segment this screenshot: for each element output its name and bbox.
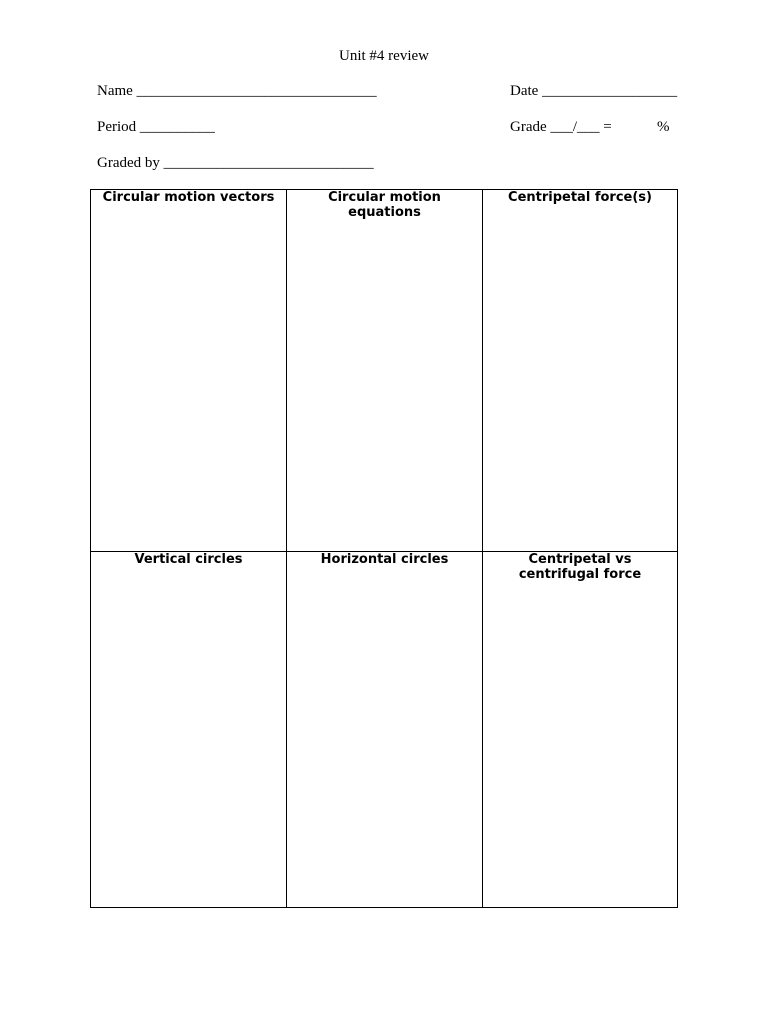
- table-cell-centripetal-forces[interactable]: [483, 190, 677, 552]
- table-cell-circular-motion-vectors[interactable]: [91, 190, 287, 552]
- cell-heading: Centripetal force(s): [508, 190, 652, 205]
- cell-heading: Circular motion vectors: [102, 190, 275, 205]
- table-cell-horizontal-circles[interactable]: [287, 552, 483, 907]
- review-table: [90, 189, 678, 908]
- table-cell-centripetal-vs-centrifugal[interactable]: [483, 552, 677, 907]
- cell-heading: Vertical circles: [134, 552, 243, 567]
- table-cell-vertical-circles[interactable]: [91, 552, 287, 907]
- grade-percent-label: %: [657, 119, 670, 135]
- name-field[interactable]: Name ________________________________: [97, 83, 377, 99]
- cell-heading: Horizontal circles: [320, 552, 449, 567]
- grade-field[interactable]: Grade ___/___ =: [510, 119, 612, 135]
- table-cell-circular-motion-equations[interactable]: [287, 190, 483, 552]
- graded-by-field[interactable]: Graded by ____________________________: [97, 155, 374, 171]
- period-field[interactable]: Period __________: [97, 119, 215, 135]
- page-title: Unit #4 review: [339, 48, 429, 64]
- cell-heading: Centripetal vs centrifugal force: [518, 552, 642, 582]
- cell-heading: Circular motion equations: [328, 190, 441, 220]
- date-field[interactable]: Date __________________: [510, 83, 678, 99]
